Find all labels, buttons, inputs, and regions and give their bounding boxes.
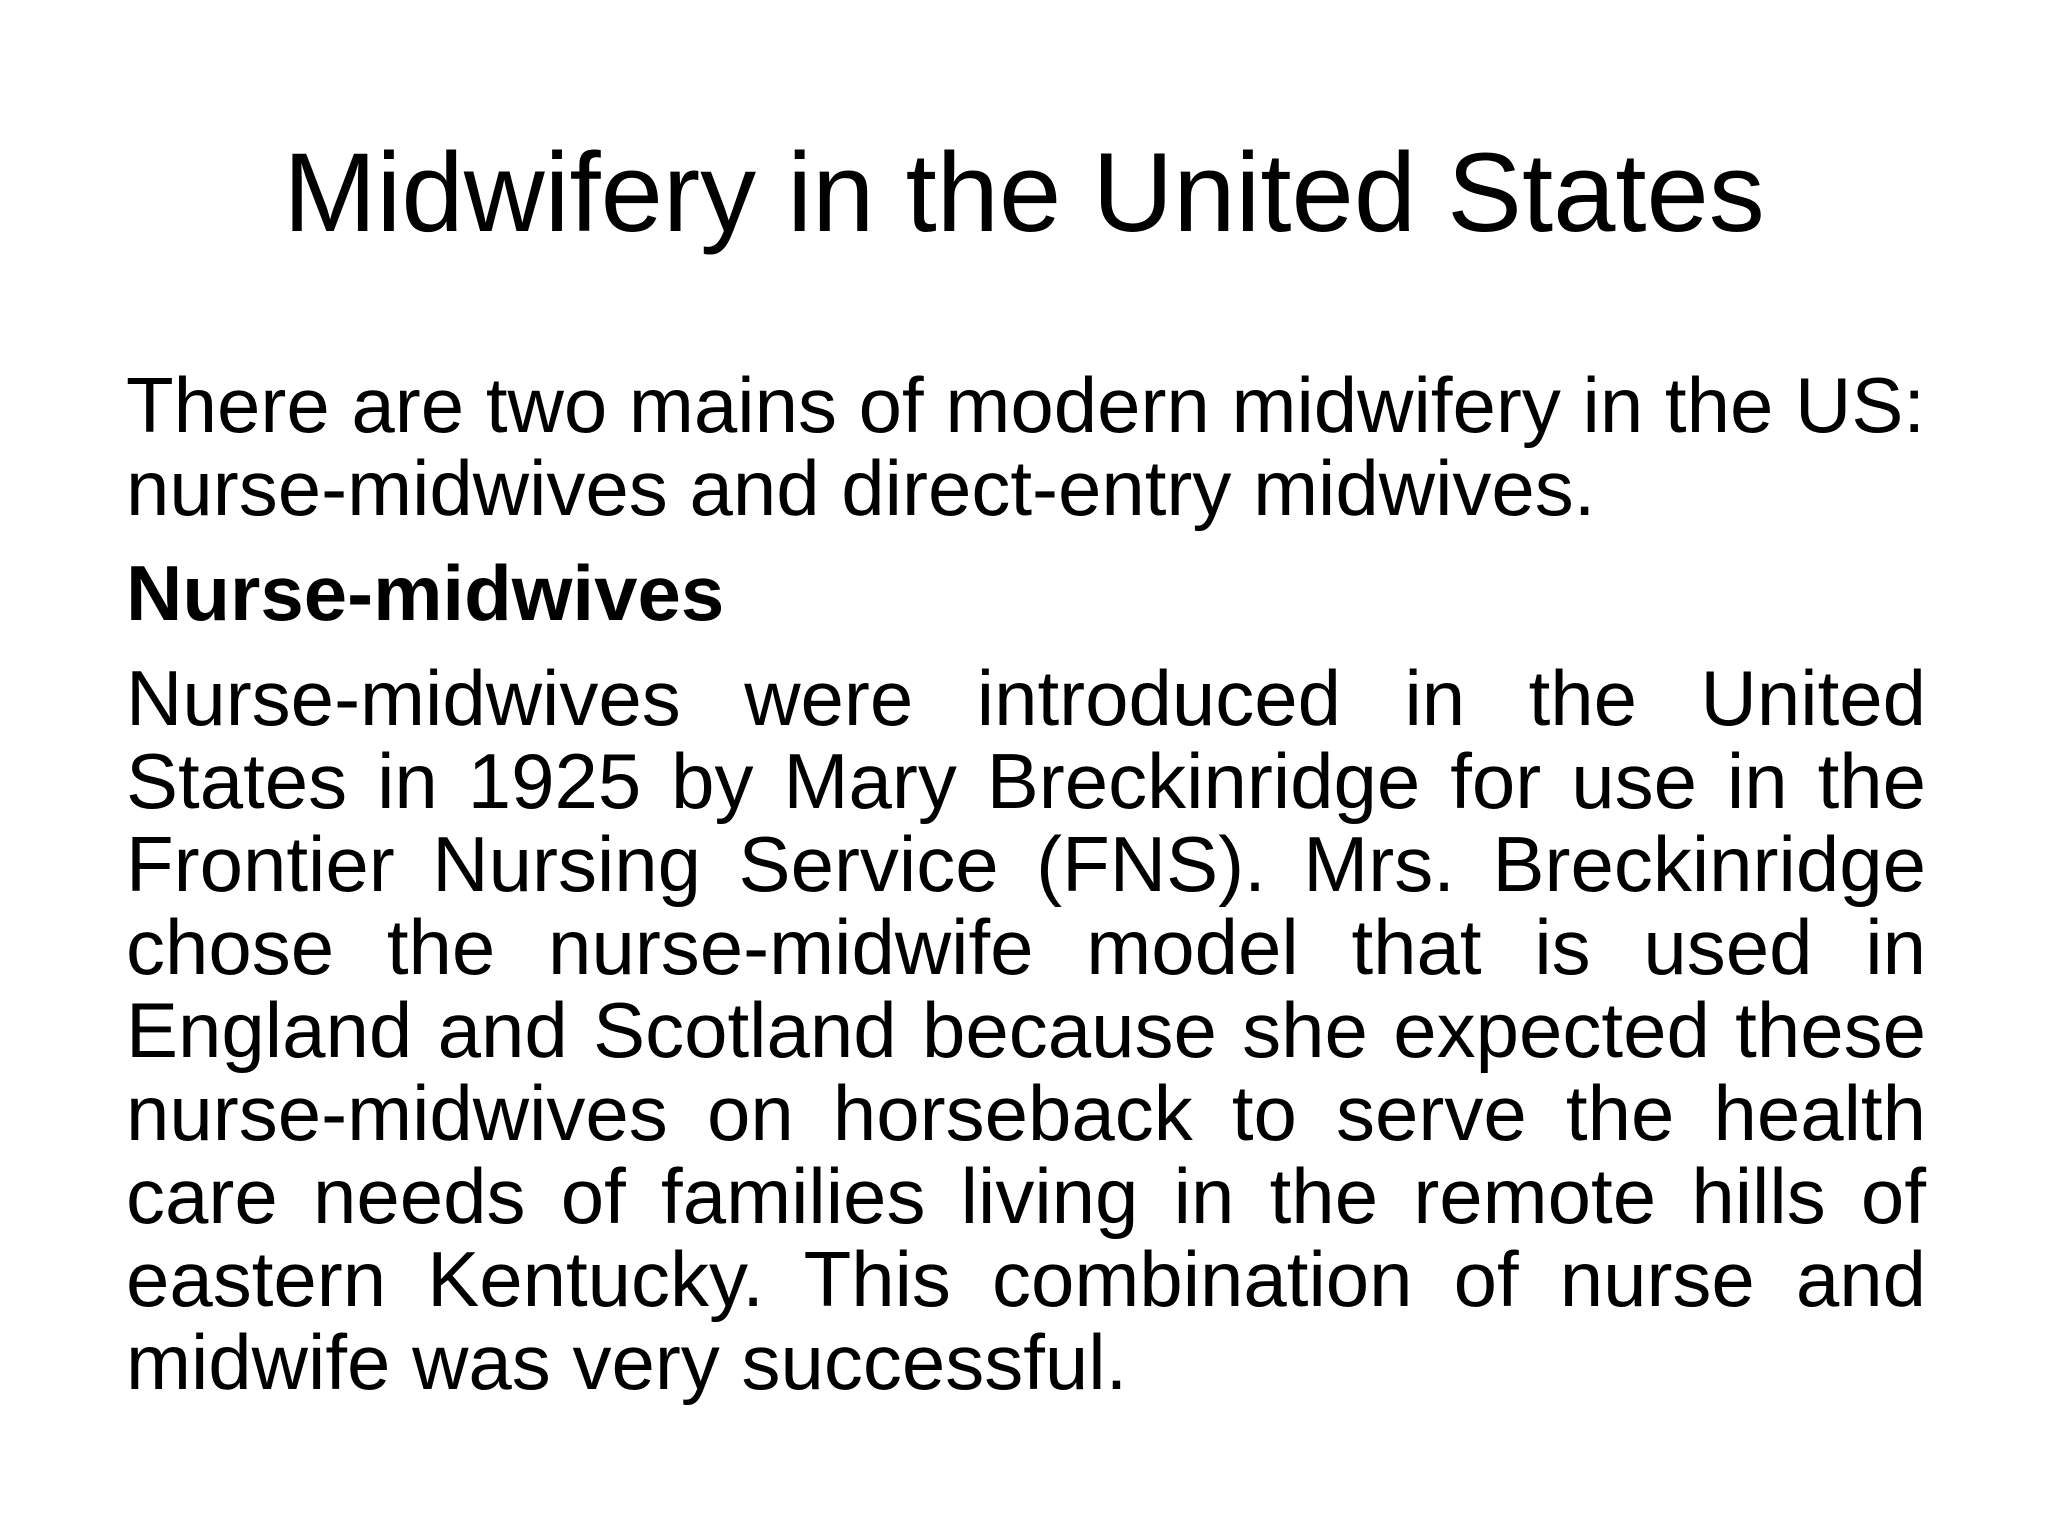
body-paragraph: Nurse-midwives were introduced in the United States in 1925 by Mary Breckinridge for use in the Frontier Nursing Service (FNS). Mrs. Breckinridge chose the nurse-midwife model that is used in England and Scotland because she expected these nurse-midwives on horseback to serve the health care needs of families living in the remote hills of eastern Kentucky. This combination of nurse and midwife was very successful. [126,654,1926,1406]
section-heading: Nurse-midwives [126,549,725,637]
slide-body [126,361,1926,1406]
slide-title: Midwifery in the United States [283,130,1765,255]
intro-text: There are two mains of modern midwifery in the US: nurse-midwives and direct-entry midwives. [126,361,1926,532]
